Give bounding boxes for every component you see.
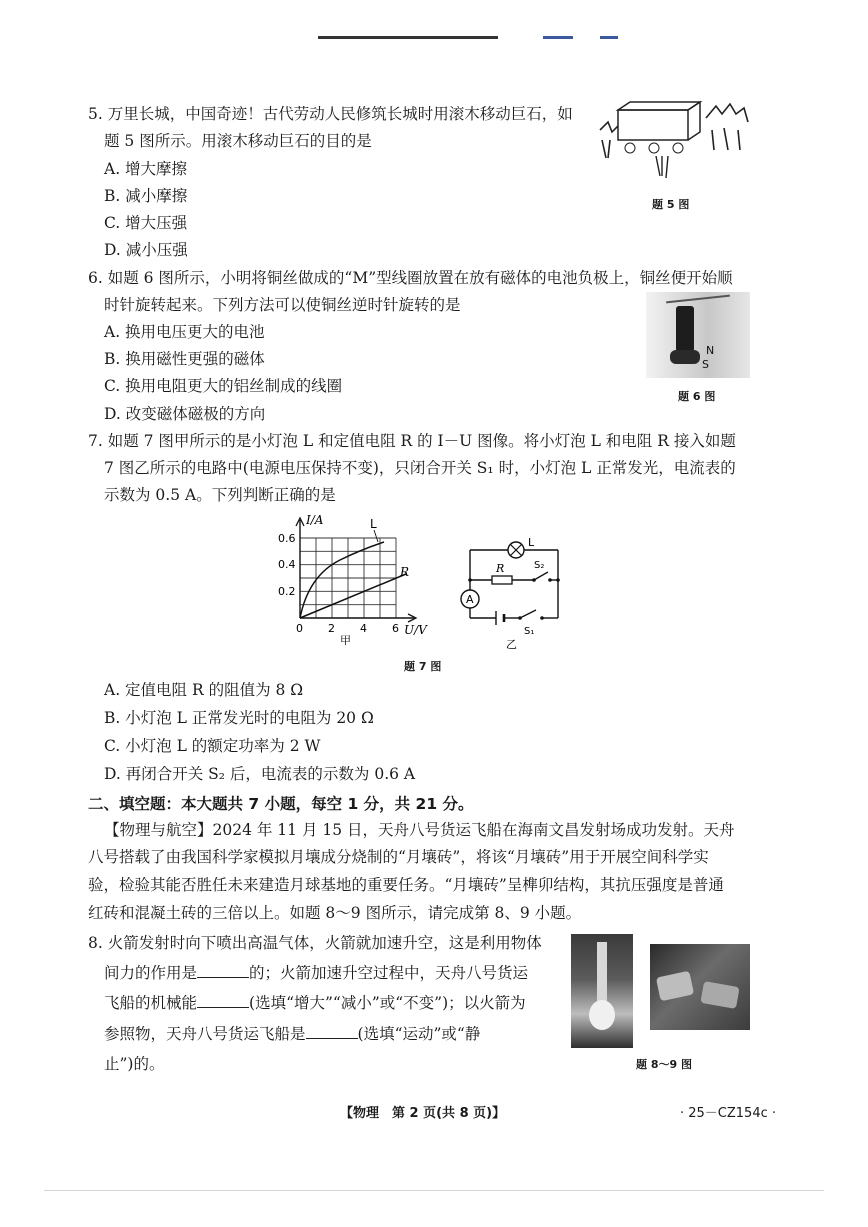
graph-y-label: I/A (306, 513, 324, 527)
q8-line2-end: 的；火箭加速升空过程中，天舟八号货运 (249, 964, 529, 982)
q8-figure-caption: 题 8～9 图 (636, 1058, 692, 1071)
ammeter-label: A (466, 593, 474, 606)
lamp-label: L (528, 536, 535, 549)
curve-l (300, 542, 384, 618)
switch-s2-symbol (532, 572, 552, 582)
q8-line4-end: (选填“运动”或“静 (357, 1025, 481, 1043)
q6-pole-s-label: S (702, 358, 709, 371)
page-footer-center: 【物理 第 2 页(共 8 页)】 (340, 1106, 506, 1121)
q8-line2-start: 间力的作用是 (104, 964, 198, 982)
q8-stem-line4 (104, 1024, 480, 1044)
q8-blank-3[interactable] (306, 1024, 358, 1039)
q7-iu-graph (276, 508, 436, 648)
bottom-divider (44, 1190, 824, 1191)
switch-s1-symbol (518, 610, 544, 620)
x-tick-4: 4 (360, 622, 367, 635)
q7-stem-line3: 示数为 0.5 A。下列判断正确的是 (104, 486, 336, 504)
q7-option-b: B. 小灯泡 L 正常发光时的电阻为 20 Ω (104, 709, 374, 727)
circuit-sub-label: 乙 (506, 638, 517, 651)
magnet (670, 350, 700, 364)
q7-option-d: D. 再闭合开关 S₂ 后，电流表的示数为 0.6 A (104, 765, 416, 783)
lamp-symbol (508, 542, 524, 558)
x-tick-0: 0 (296, 622, 303, 635)
q5-option-d: D. 减小压强 (104, 241, 188, 259)
switch-s1-label: S₁ (524, 626, 535, 637)
section2-intro-line4: 红砖和混凝土砖的三倍以上。如题 8～9 图所示，请完成第 8、9 小题。 (88, 904, 582, 922)
x-tick-6: 6 (392, 622, 399, 635)
q8-stem-line1: 8. 火箭发射时向下喷出高温气体，火箭就加速升空，这是利用物体 (88, 934, 542, 952)
q7-figure-caption: 题 7 图 (404, 660, 442, 673)
q7-option-a: A. 定值电阻 R 的阻值为 8 Ω (104, 681, 304, 699)
q5-option-b: B. 减小摩擦 (104, 187, 188, 205)
page-footer-code: · 25－CZ154c · (680, 1106, 777, 1121)
resistor-symbol (492, 576, 512, 584)
battery-symbol (496, 611, 504, 625)
section2-intro-line2: 八号搭载了由我国科学家模拟月壤成分烧制的“月壤砖”，将该“月壤砖”用于开展空间科学实 (88, 848, 709, 866)
resistor-label: R (496, 562, 505, 575)
y-tick-0.6: 0.6 (278, 532, 296, 545)
switch-s2-label: S₂ (534, 560, 545, 571)
q6-battery-photo (646, 292, 750, 378)
q7-circuit-diagram (456, 534, 576, 652)
q5-stem-line2: 题 5 图所示。用滚木移动巨石的目的是 (104, 132, 372, 150)
section2-intro-line1: 【物理与航空】2024 年 11 月 15 日，天舟八号货运飞船在海南文昌发射场成功发射。天舟 (104, 821, 735, 839)
top-scan-mark (318, 36, 498, 39)
q8-stem-line3 (104, 993, 526, 1013)
q6-option-b: B. 换用磁性更强的磁体 (104, 350, 265, 368)
curve-l-label: L (370, 517, 377, 531)
q7-option-c: C. 小灯泡 L 的额定功率为 2 W (104, 737, 321, 755)
q5-option-a: A. 增大摩擦 (104, 160, 188, 178)
curve-r-label: R (400, 565, 410, 579)
q6-option-c: C. 换用电阻更大的铝丝制成的线圈 (104, 377, 343, 395)
q8-rocket-launch-photo (571, 934, 633, 1048)
q6-stem-line2: 时针旋转起来。下列方法可以使铜丝逆时针旋转的是 (104, 296, 461, 314)
q7-stem-line2: 7 图乙所示的电路中(电源电压保持不变)，只闭合开关 S₁ 时，小灯泡 L 正常发光，电流表的 (104, 459, 736, 477)
q5-great-wall-illustration (596, 100, 756, 192)
section2-title: 二、填空题：本大题共 7 小题，每空 1 分，共 21 分。 (88, 795, 474, 813)
q5-option-c: C. 增大压强 (104, 214, 188, 232)
q8-line4-start: 参照物，天舟八号货运飞船是 (104, 1025, 306, 1043)
q8-blank-1[interactable] (197, 963, 249, 978)
q6-figure-caption: 题 6 图 (678, 390, 716, 403)
graph-grid (300, 538, 396, 618)
x-tick-2: 2 (328, 622, 335, 635)
y-tick-0.2: 0.2 (278, 585, 296, 598)
section2-intro-line3: 验，检验其能否胜任未来建造月球基地的重要任务。“月壤砖”呈榫卯结构，其抗压强度是普通 (88, 876, 724, 894)
q8-line3-end: (选填“增大”“减小”或“不变”)；以火箭为 (249, 994, 526, 1012)
q6-option-a: A. 换用电压更大的电池 (104, 323, 265, 341)
q8-blank-2[interactable] (197, 993, 249, 1008)
q5-stem-line1: 5. 万里长城，中国奇迹！古代劳动人民修筑长城时用滚木移动巨石，如 (88, 105, 573, 123)
q8-line3-start: 飞船的机械能 (104, 994, 198, 1012)
q6-stem-line1: 6. 如题 6 图所示，小明将铜丝做成的“M”型线圈放置在放有磁体的电池负极上，铜丝便开始顺 (88, 269, 733, 287)
q7-stem-line1: 7. 如题 7 图甲所示的是小灯泡 L 和定值电阻 R 的 I－U 图像。将小灯泡 L 和电阻 R 接入如题 (88, 432, 736, 450)
y-tick-0.4: 0.4 (278, 558, 296, 571)
graph-sub-label: 甲 (340, 634, 351, 647)
q6-pole-n-label: N (706, 344, 715, 357)
graph-x-label: U/V (404, 623, 427, 637)
q6-option-d: D. 改变磁体磁极的方向 (104, 405, 266, 423)
top-scan-mark-blue (600, 36, 618, 39)
q8-stem-line2 (104, 963, 528, 983)
q8-lunar-brick-photo (650, 944, 750, 1030)
q5-figure-caption: 题 5 图 (652, 198, 690, 211)
top-scan-mark-blue (543, 36, 573, 39)
q8-stem-line5: 止”)的。 (104, 1055, 165, 1073)
battery-body (676, 306, 694, 352)
